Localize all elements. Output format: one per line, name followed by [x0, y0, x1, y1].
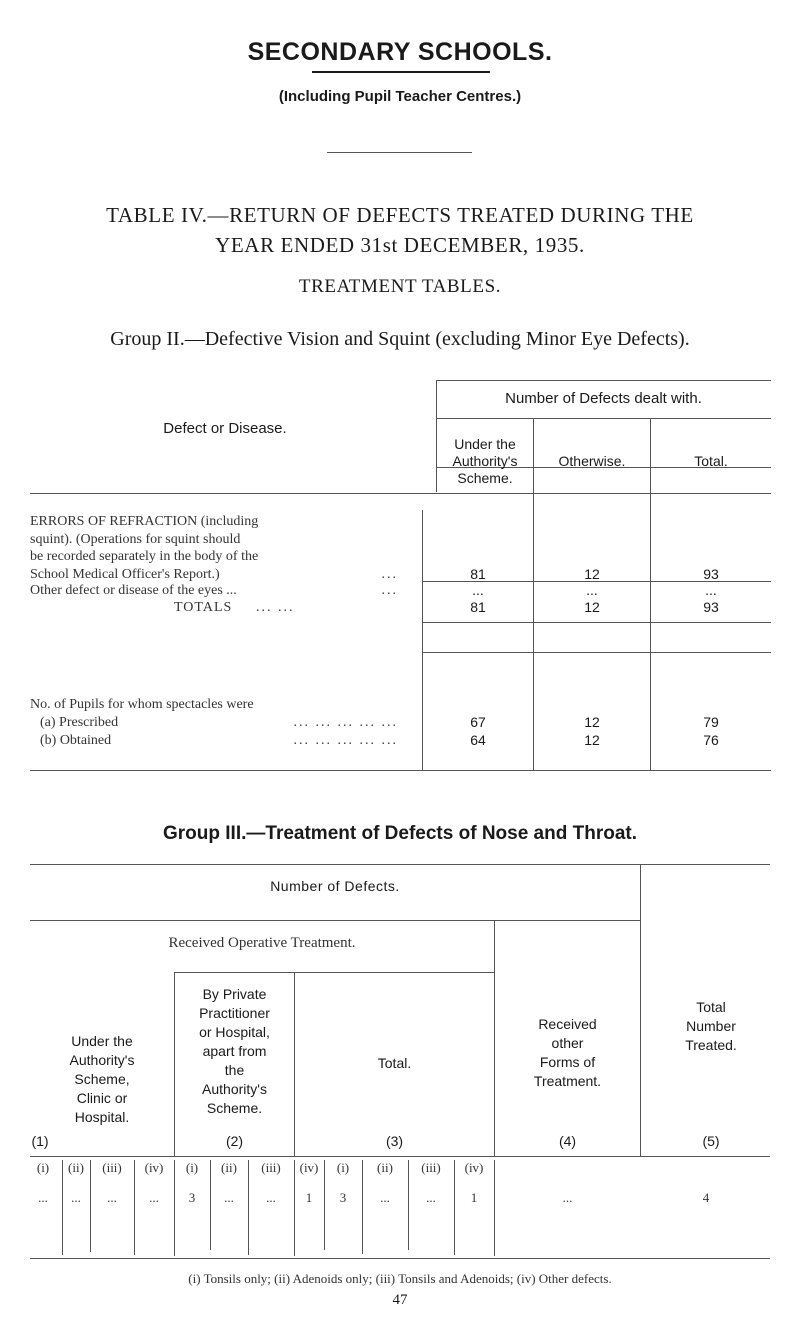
g3-received-operative: Received Operative Treatment. [168, 935, 356, 951]
g3-sub-iv: (iv) [144, 1160, 164, 1175]
col2-line: apart from [202, 1043, 267, 1059]
g3-val-c2-i: 3 [188, 1190, 196, 1205]
obtained-label: (b) Obtained [40, 733, 112, 748]
g2-prescribed-otherwise: 12 [584, 714, 600, 730]
col5-line: Number [686, 1018, 736, 1034]
col2-line: the [224, 1062, 245, 1078]
g2-obtained-under: 64 [470, 732, 486, 748]
g3-col3-num: (3) [385, 1133, 404, 1149]
g2-obtained-total: 76 [703, 732, 719, 748]
g3-col4-num: (4) [558, 1133, 577, 1149]
g2-rule-totals-bottom [422, 622, 771, 623]
g3-col5-header [641, 998, 781, 1055]
g3-sub-iv: (iv) [299, 1160, 319, 1175]
g3-col3-header: Total. [377, 1055, 412, 1071]
col4-line: Received [538, 1016, 597, 1032]
g2-col-number: Number of Defects dealt with. [505, 390, 702, 407]
col4-line: Forms of [539, 1054, 596, 1070]
col1-line: Under the [71, 1033, 133, 1049]
g2-totals-total: 93 [703, 599, 719, 615]
g2-vline-left [422, 510, 423, 770]
g2-rule-spect-top [422, 652, 771, 653]
g3-sub-iv: (iv) [464, 1160, 484, 1175]
obtained-leader: ... ... ... ... ... [293, 733, 398, 748]
g3-rule-bottom [30, 1258, 770, 1259]
g3-rule-top [30, 864, 770, 865]
g3-col2-header [175, 985, 294, 1118]
g3-val-c4: ... [562, 1190, 573, 1205]
g3-sub-i: (i) [336, 1160, 350, 1175]
g2-other-otherwise: ... [586, 582, 598, 598]
col1-line: Clinic or [76, 1090, 128, 1106]
g3-col1-header [30, 1032, 174, 1127]
g3-number-of-defects: Number of Defects. [270, 878, 400, 894]
g3-val-c5: 4 [702, 1190, 710, 1205]
totals-leader: ... ... [256, 600, 295, 615]
g3-val-c3-i: 3 [339, 1190, 347, 1205]
table-title-line-2: YEAR ENDED 31st DECEMBER, 1935. [215, 233, 585, 257]
g3-val-c3-ii: ... [380, 1190, 390, 1205]
col2-line: By Private [202, 986, 267, 1002]
errors-line: be recorded separately in the body of the [30, 549, 259, 564]
g2-col-defect: Defect or Disease. [163, 420, 287, 437]
g3-val-c2-iii: ... [266, 1190, 276, 1205]
g2-prescribed-under: 67 [470, 714, 486, 730]
g2-row-other-label [30, 583, 420, 599]
col5-line: Total [696, 999, 726, 1015]
footnote: (i) Tonsils only; (ii) Adenoids only; (iii) Tonsils and Adenoids; (iv) Other defects. [188, 1271, 612, 1286]
group3-title: Group III.—Treatment of Defects of Nose and Throat. [163, 823, 637, 844]
g2-prescribed-total: 79 [703, 714, 719, 730]
errors-line: ERRORS OF REFRACTION (including [30, 514, 259, 529]
g2-rule-header-bottom [30, 493, 771, 494]
col1-line: Scheme, [74, 1071, 130, 1087]
table-title [0, 200, 800, 260]
prescribed-label: (a) Prescribed [40, 715, 119, 730]
g3-col2-num: (2) [225, 1133, 244, 1149]
col1-line: Authority's [69, 1052, 135, 1068]
g3-val-c3-iii: ... [426, 1190, 436, 1205]
g2-other-under: ... [472, 582, 484, 598]
g2-obtained-otherwise: 12 [584, 732, 600, 748]
col1-line: Hospital. [74, 1109, 130, 1125]
g3-col5-num: (5) [702, 1133, 720, 1149]
table-title-line-1: TABLE IV.—RETURN OF DEFECTS TREATED DURING THE [106, 203, 694, 227]
g2-errors-total: 93 [703, 566, 719, 582]
g3-sub-iii: (iii) [261, 1160, 281, 1175]
g3-rule-header-bottom [30, 1156, 770, 1157]
g3-sub-ii: (ii) [68, 1160, 84, 1175]
col2-line: or Hospital, [199, 1024, 270, 1040]
g3-sub-ii: (ii) [221, 1160, 237, 1175]
g3-col1-num: (1) [31, 1133, 49, 1149]
g2-rule-top [436, 380, 771, 381]
g3-sub-iii: (iii) [421, 1160, 441, 1175]
errors-line [30, 566, 420, 584]
col2-line: Scheme. [206, 1100, 263, 1116]
group2-title: Group II.—Defective Vision and Squint (excluding Minor Eye Defects). [110, 328, 690, 350]
g3-val-c1-ii: ... [71, 1190, 81, 1205]
g2-rule-bottom [30, 770, 771, 771]
spectacles-label: No. of Pupils for whom spectacles were [30, 697, 254, 712]
g2-col-otherwise: Otherwise. [558, 453, 626, 469]
g3-sub-ii: (ii) [377, 1160, 393, 1175]
other-label-text: Other defect or disease of the eyes ... [30, 583, 237, 598]
g3-sub-vline [494, 1160, 495, 1256]
g2-other-total: ... [705, 582, 717, 598]
g2-totals-under: 81 [470, 599, 486, 615]
g2-totals-otherwise: 12 [584, 599, 600, 615]
page-number: 47 [392, 1292, 408, 1308]
prescribed-row [30, 714, 420, 732]
col5-line: Treated. [685, 1037, 737, 1053]
other-leader: ... [381, 583, 398, 598]
page-title: SECONDARY SCHOOLS. [247, 38, 553, 66]
g3-val-c3-iv: 1 [470, 1190, 478, 1205]
g3-val-c1-iii: ... [107, 1190, 117, 1205]
g2-row-errors-label [30, 513, 420, 583]
g2-col-total: Total. [694, 453, 728, 469]
prescribed-leader: ... ... ... ... ... [293, 715, 398, 730]
g3-rule-number-under [30, 920, 640, 921]
col4-line: Treatment. [533, 1073, 602, 1089]
obtained-row [30, 732, 420, 750]
g2-rule-number-under [436, 418, 771, 419]
errors-line: squint). (Operations for squint should [30, 531, 241, 547]
page-subtitle: (Including Pupil Teacher Centres.) [278, 88, 522, 105]
g2-errors-under: 81 [470, 566, 486, 582]
errors-line-text: School Medical Officer's Report.) [30, 566, 220, 582]
g2-errors-otherwise: 12 [584, 566, 600, 582]
g3-sub-i: (i) [185, 1160, 199, 1175]
section-divider [327, 152, 472, 153]
totals-label-text: TOTALS [174, 600, 233, 615]
g3-val-c1-i: ... [38, 1190, 48, 1205]
title-underline [312, 71, 490, 73]
g3-val-c2-iv: 1 [305, 1190, 313, 1205]
col2-line: Authority's [202, 1081, 267, 1097]
g3-val-c1-iv: ... [149, 1190, 159, 1205]
g3-col4-header [495, 1015, 640, 1091]
g3-rule-operative-under [174, 972, 494, 973]
col4-line: other [551, 1035, 584, 1051]
g3-val-c2-ii: ... [224, 1190, 234, 1205]
g3-sub-i: (i) [36, 1160, 50, 1175]
g2-row-spectacles [30, 696, 420, 750]
g2-col-under: Under the Authority's Scheme. [452, 436, 518, 486]
col2-line: Practitioner [199, 1005, 270, 1021]
treatment-tables-heading: TREATMENT TABLES. [298, 276, 502, 297]
g3-sub-iii: (iii) [102, 1160, 122, 1175]
errors-leader: ... [381, 566, 398, 582]
